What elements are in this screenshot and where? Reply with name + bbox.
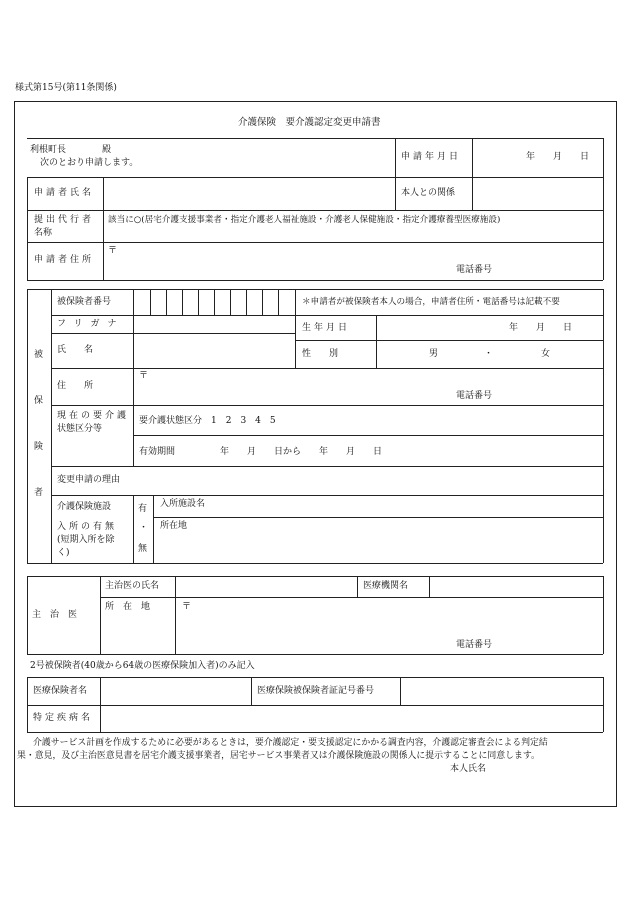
disease-label: 特定疾病名	[33, 713, 94, 723]
institution-field[interactable]	[431, 578, 601, 595]
card-number-field[interactable]	[402, 679, 601, 703]
birth-label: 生年月日	[302, 323, 351, 333]
doctor-location-label: 所 在 地	[105, 602, 151, 612]
insured-side-3: 険	[34, 442, 44, 452]
insured-postal: 〒	[139, 371, 149, 381]
facility-label-4: く)	[57, 548, 70, 558]
doctor-phone-label: 電話番号	[456, 640, 493, 650]
consent-line-2: 果・意見，及び主治医意見書を居宅介護支援事業者，居宅サービス事業者又は介護保険施設の関係人に提示することに同意します。	[17, 751, 540, 761]
doctor-name-label: 主治医の氏名	[105, 581, 160, 591]
doctor-name-field[interactable]	[177, 578, 355, 595]
care-level-label-2: 状態区分等	[57, 424, 103, 434]
insured-name-field[interactable]	[135, 335, 293, 366]
insured-address-label: 住 所	[57, 381, 94, 391]
facility-name-label: 入所施設名	[160, 499, 206, 509]
apply-date-value: 年 月 日	[526, 152, 590, 162]
doctor-postal: 〒	[182, 602, 192, 612]
change-reason-label: 変更申請の理由	[57, 475, 121, 485]
addressee: 利根町長 殿	[30, 145, 112, 155]
insured-number-label: 被保険者番号	[57, 297, 112, 307]
insured-name-label: 氏 名	[57, 345, 94, 355]
facility-no[interactable]: 無	[138, 544, 148, 554]
facility-label-1: 介護保険施設	[57, 502, 112, 512]
applicant-postal: 〒	[108, 246, 118, 256]
care-level-value: 要介護状態区分 1 2 3 4 5	[139, 416, 276, 426]
insurer-label: 医療保険者名	[33, 686, 88, 696]
insured-side-1: 被	[34, 350, 44, 360]
furigana-field[interactable]	[135, 317, 293, 331]
facility-yes[interactable]: 有	[138, 504, 148, 514]
sex-dot: ・	[484, 349, 494, 359]
institution-label: 医療機関名	[363, 581, 409, 591]
sex-label: 性 別	[302, 349, 339, 359]
sex-male[interactable]: 男	[429, 349, 439, 359]
facility-dot: ・	[139, 523, 149, 533]
applicant-name-field[interactable]	[105, 179, 393, 208]
intro-text: 次のとおり申請します。	[40, 158, 139, 168]
doctor-address-field[interactable]	[177, 599, 601, 652]
form-title: 介護保険 要介護認定変更申請書	[238, 117, 381, 128]
valid-period: 有効期間 年 月 日から 年 月 日	[139, 447, 383, 457]
form-number: 様式第15号(第11条関係)	[15, 83, 117, 93]
care-level-label-1: 現在の要介護	[57, 411, 130, 421]
card-number-label: 医療保険被保険者証記号番号	[257, 686, 375, 696]
birth-value: 年 月 日	[509, 323, 573, 333]
applicant-phone-label: 電話番号	[456, 265, 493, 275]
applicant-address-label: 申請者住所	[34, 255, 95, 265]
sex-female[interactable]: 女	[541, 349, 551, 359]
doctor-side-label: 主 治 医	[32, 610, 78, 620]
insured-address-field[interactable]	[135, 370, 601, 403]
relation-label: 本人との関係	[401, 188, 456, 198]
insured-number-note: ＊申請者が被保険者本人の場合，申請者住所・電話番号は記載不要	[302, 297, 560, 307]
insured2-note: 2号被保険者(40歳から64歳の医療保険加入者)のみ記入	[30, 661, 255, 671]
agent-note: 該当に○(居宅介護支援事業者・指定介護老人福祉施設・介護老人保健施設・指定介護療養型医療施設)	[108, 215, 501, 225]
change-reason-field[interactable]	[135, 468, 601, 493]
relation-field[interactable]	[474, 179, 601, 208]
disease-field[interactable]	[102, 707, 601, 730]
apply-date-label: 申請年月日	[401, 152, 462, 162]
consent-line-1: 介護サービス計画を作成するために必要があるときは，要介護認定・要支援認定にかかる調査内容，介護認定審査会による判定結	[33, 738, 548, 748]
insured-number-field[interactable]	[135, 291, 293, 313]
applicant-address-field[interactable]	[105, 244, 601, 278]
insurer-field[interactable]	[102, 679, 249, 703]
insured-side-2: 保	[34, 396, 44, 406]
facility-label-2: 入所の有無	[57, 522, 118, 532]
agent-label-1: 提出代行者	[34, 215, 95, 225]
insured-phone-label: 電話番号	[456, 391, 493, 401]
facility-location-label: 所在地	[160, 521, 188, 531]
signature-label: 本人氏名	[450, 764, 487, 774]
insured-side-4: 者	[34, 488, 44, 498]
applicant-name-label: 申請者氏名	[34, 188, 95, 198]
agent-label-2: 名称	[34, 228, 53, 238]
furigana-label: フリガナ	[57, 319, 125, 329]
facility-label-3: (短期入所を除	[57, 535, 115, 545]
signature-field[interactable]	[492, 762, 602, 778]
